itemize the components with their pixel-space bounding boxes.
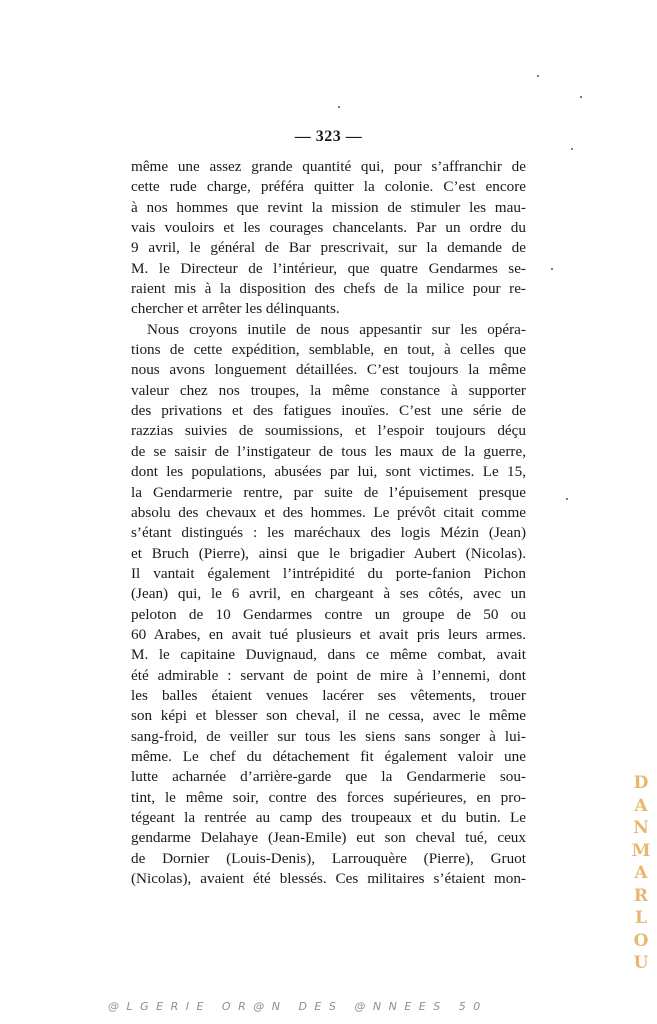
text-line: (Nicolas), avaient été blessés. Ces militaires s’étaient mon- <box>131 870 526 888</box>
footer-caption: @LGERIE OR@N DES @NNEES 50 <box>108 1000 488 1013</box>
text-line: 9 avril, le général de Bar prescrivait, sur la demande de <box>131 239 526 257</box>
text-line: tions de cette expédition, semblable, en tout, à celles que <box>131 341 526 359</box>
text-line: été admirable : servant de point de mire à l’ennemi, dont <box>131 666 526 684</box>
watermark-letter: R <box>633 885 649 906</box>
body-text <box>131 157 526 889</box>
text-line: gendarme Delahaye (Jean-Emile) eut son cheval tué, ceux <box>131 829 526 847</box>
text-line: sang-froid, de veiller sur tous les siens sans songer à lui- <box>131 727 526 745</box>
text-line: raient mis à la disposition des chefs de la milice pour re- <box>131 280 526 298</box>
text-line: les balles étaient venues lacérer ses vêtements, trouer <box>131 686 526 704</box>
watermark-letter: A <box>634 863 648 883</box>
text-line: absolu des chevaux et des hommes. Le prévôt citait comme <box>131 503 526 521</box>
text-line: M. le Directeur de l’intérieur, que quatre Gendarmes se- <box>131 259 526 277</box>
scan-speck <box>571 148 573 150</box>
text-line: vais vouloirs et les courages chancelants. Par un ordre du <box>131 219 526 237</box>
text-line: 60 Arabes, en avait tué plusieurs et avait pris leurs armes. <box>131 625 526 643</box>
watermark-letter: A <box>634 795 648 816</box>
scan-speck <box>566 498 568 500</box>
text-line: M. le capitaine Duvignaud, dans ce même combat, avait <box>131 646 526 664</box>
watermark-letter: D <box>633 773 649 793</box>
scan-speck <box>338 106 340 108</box>
page-number: — 323 — <box>294 128 363 145</box>
watermark-letter: U <box>633 953 649 973</box>
text-line: Il vantait également l’intrépidité du porte-fanion Pichon <box>131 564 526 582</box>
text-line: même. Le chef du détachement fit également valoir une <box>131 747 526 765</box>
watermark-letter: N <box>633 818 649 838</box>
watermark-letter: L <box>635 908 647 928</box>
text-line: peloton de 10 Gendarmes contre un groupe de 50 ou <box>131 605 526 623</box>
text-line: s’étant distingués : les maréchaux des logis Mézin (Jean) <box>131 524 526 542</box>
text-line: et Bruch (Pierre), ainsi que le brigadier Aubert (Nicolas). <box>131 544 526 562</box>
scan-speck <box>537 75 539 77</box>
text-line: même une assez grande quantité qui, pour s’affranchir de <box>131 158 526 175</box>
text-line: de se saisir de l’instigateur de tous les maux de la guerre, <box>131 442 526 460</box>
scan-speck <box>580 96 582 98</box>
text-line: des privations et des fatigues inouïes. C’est une série de <box>131 402 526 420</box>
vertical-watermark <box>629 772 653 975</box>
text-line: (Jean) qui, le 6 avril, en chargeant à ses côtés, avec un <box>131 585 526 603</box>
text-line: de Dornier (Louis-Denis), Larrouquère (Pierre), Gruot <box>131 849 526 867</box>
text-line: cette rude charge, préféra quitter la colonie. C’est encore <box>131 178 526 196</box>
text-line: la Gendarmerie rentre, par suite de l’épuisement presque <box>131 483 526 501</box>
watermark-letter: M <box>631 840 651 861</box>
text-line: dont les populations, abusées par lui, sont victimes. Le 15, <box>131 463 526 481</box>
text-line: razzias suivies de soumissions, et l’espoir toujours déçu <box>131 422 526 440</box>
text-line: valeur chez nos troupes, la même constance à supporter <box>131 381 526 399</box>
text-line: tégeant la rentrée au camp des troupeaux et du butin. Le <box>131 809 526 826</box>
scan-speck <box>551 268 553 270</box>
text-line: à nos hommes que revint la mission de stimuler les mau- <box>131 198 526 216</box>
watermark-letter: O <box>633 930 649 951</box>
text-line: lutte acharnée d’arrière-garde que la Gendarmerie sou- <box>131 768 526 786</box>
text-line: chercher et arrêter les délinquants. <box>131 300 340 318</box>
text-line: son képi et blesser son cheval, il ne cessa, avec le même <box>131 707 526 725</box>
text-line: tint, le même soir, contre des forces supérieures, en pro- <box>131 788 526 806</box>
text-line: nous avons longuement détaillées. C’est toujours la même <box>131 361 526 379</box>
text-line: Nous croyons inutile de nous appesantir sur les opéra- <box>147 320 526 338</box>
